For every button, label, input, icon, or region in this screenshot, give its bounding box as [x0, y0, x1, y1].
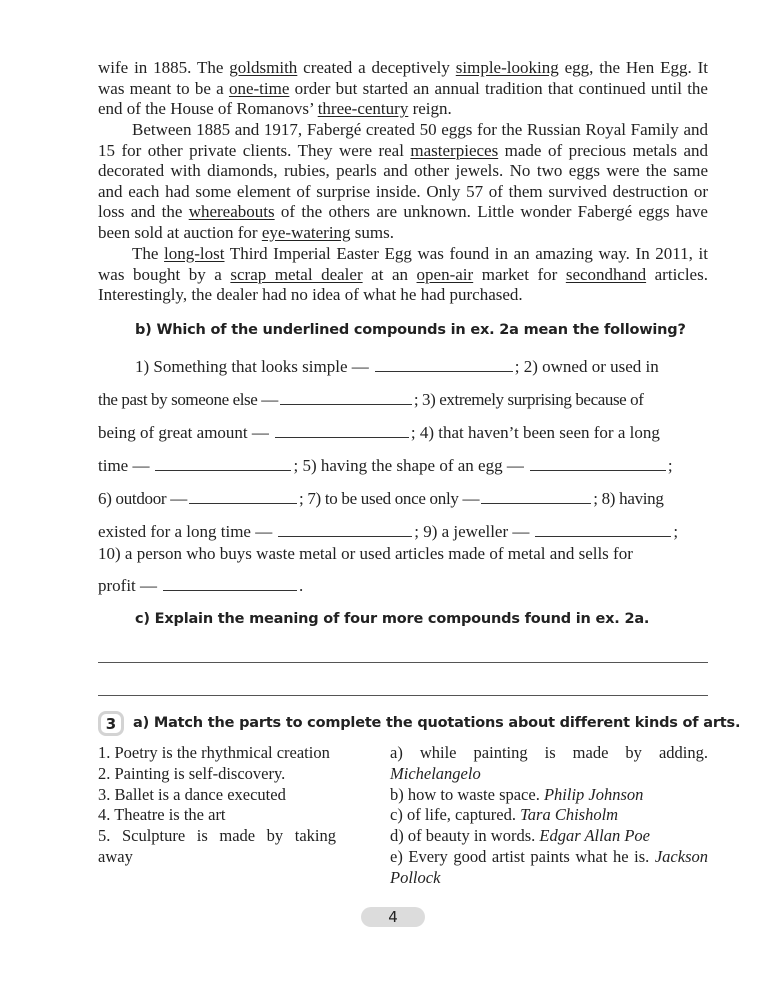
ending-text: e) Every good artist paints what he is.	[390, 846, 650, 866]
quotation-ending	[390, 805, 708, 826]
exercise-b-line-4	[98, 456, 708, 476]
underlined-compound: three-century	[317, 99, 409, 118]
exercise-b-line-1	[98, 357, 708, 377]
text-run: Between 1885 and 1917, Fabergé created 50 eggs for the Russian Royal Family and 15 for other private clients. They were real	[98, 120, 708, 160]
prompt-text: 1) Something that looks simple —	[135, 357, 369, 376]
text-run: sums.	[350, 222, 395, 242]
prompt-text: ; 5) having the shape of an egg —	[293, 456, 524, 475]
text-run: made of precious metals and decorated with diamonds, rubies, pearls and other jewels. No two eggs were the same and each had some element of surprise inside. Only 57 of them survived destruction or loss and the	[98, 140, 708, 221]
underlined-compound: masterpieces	[410, 140, 499, 160]
ending-text: a) while painting is made by adding.	[390, 743, 708, 762]
prompt-text: being of great amount —	[98, 423, 269, 442]
exercise-b-line-2	[98, 390, 708, 410]
text-run: reign.	[408, 99, 452, 118]
reading-paragraph-3	[98, 244, 708, 306]
prompt-text: .	[299, 576, 304, 595]
quotation-beginning: 4. Theatre is the art	[98, 805, 226, 825]
reading-paragraph-2	[98, 120, 708, 243]
text-run: order but started an annual tradition that continued until the end of the House of Romanovs’	[98, 78, 708, 118]
prompt-text: ; 9) a jeweller —	[414, 522, 530, 541]
quotation-beginning: 5. Sculpture is made by taking away	[98, 826, 336, 866]
text-run: wife in 1885. The	[98, 58, 230, 77]
exercise-b-line-5	[98, 489, 708, 509]
ending-text: c) of life, captured.	[390, 805, 516, 825]
quotation-ending	[390, 785, 708, 806]
answer-blank-10[interactable]	[163, 589, 297, 591]
answer-blank-7[interactable]	[481, 502, 591, 504]
page-number: 4	[361, 907, 425, 927]
prompt-text: ;	[667, 456, 673, 475]
text-run: The	[132, 244, 165, 263]
exercise-b-line-7	[98, 544, 708, 564]
answer-blank-3[interactable]	[275, 436, 409, 438]
text-run: egg, the Hen Egg. It was meant to be a	[98, 58, 708, 98]
exercise-b-line-3	[98, 423, 708, 443]
ending-text: b) how to waste space.	[390, 784, 540, 804]
author-name: Michelangelo	[390, 763, 481, 783]
quotation-beginning: 2. Painting is self-discovery.	[98, 763, 286, 783]
exercise-b-line-6	[98, 522, 708, 542]
prompt-text: ; 2) owned or used in	[514, 357, 659, 376]
answer-blank-6[interactable]	[189, 502, 297, 504]
text-run: Third Imperial Easter Egg was found in an amazing way. In 2011, it was bought by a	[98, 244, 708, 284]
author-name: Jackson Pollock	[390, 846, 708, 887]
quotation-beginnings-list	[98, 743, 336, 868]
underlined-compound: long-lost	[164, 244, 225, 263]
prompt-text: profit —	[98, 576, 158, 595]
underlined-compound: simple-looking	[455, 58, 559, 77]
answer-writing-line-1[interactable]	[98, 662, 708, 663]
underlined-compound: open-air	[416, 264, 474, 284]
text-run: articles. Interestingly, the dealer had no idea of what he had purchased.	[98, 264, 708, 304]
answer-blank-4[interactable]	[155, 469, 291, 471]
prompt-text: ; 7) to be used once only —	[298, 489, 480, 508]
answer-blank-1[interactable]	[375, 370, 513, 372]
quotation-endings-list	[390, 743, 708, 889]
prompt-text: 10) a person who buys waste metal or used articles made of metal and sells for	[98, 544, 633, 563]
prompt-text: the past by someone else —	[98, 390, 278, 409]
exercise-b-line-8	[98, 576, 708, 596]
reading-paragraph-1	[98, 58, 708, 120]
prompt-text: ; 8) having	[593, 489, 664, 508]
underlined-compound: secondhand	[565, 264, 647, 284]
quotation-ending	[390, 743, 708, 785]
underlined-compound: eye-watering	[261, 222, 351, 242]
underlined-compound: scrap metal dealer	[230, 264, 363, 284]
quotation-ending	[390, 826, 708, 847]
ending-text: d) of beauty in words.	[390, 826, 536, 846]
author-name: Philip Johnson	[543, 784, 644, 804]
answer-blank-9[interactable]	[535, 535, 671, 537]
prompt-text: ; 3) extremely surprising because of	[413, 390, 644, 409]
answer-writing-line-2[interactable]	[98, 695, 708, 696]
prompt-text: time —	[98, 456, 150, 475]
prompt-text: existed for a long time —	[98, 522, 273, 541]
answer-blank-8[interactable]	[278, 535, 412, 537]
quotation-beginning: 3. Ballet is a dance executed	[98, 784, 286, 804]
exercise-number-badge: 3	[98, 711, 124, 736]
prompt-text: ;	[673, 522, 679, 541]
exercise-c-heading: c) Explain the meaning of four more compounds found in ex. 2a.	[135, 611, 650, 627]
underlined-compound: whereabouts	[188, 202, 275, 221]
exercise-b-heading: b) Which of the underlined compounds in ex. 2a mean the following?	[135, 322, 686, 338]
prompt-text: 6) outdoor —	[98, 489, 187, 508]
text-run: at an	[362, 264, 417, 284]
prompt-text: ; 4) that haven’t been seen for a long	[410, 423, 660, 442]
text-run: of the others are unknown. Little wonder Fabergé eggs have been sold at auction for	[98, 202, 708, 242]
author-name: Edgar Allan Poe	[539, 826, 650, 846]
exercise-3-heading: a) Match the parts to complete the quotations about different kinds of arts.	[133, 715, 741, 731]
answer-blank-2[interactable]	[280, 403, 412, 405]
author-name: Tara Chisholm	[520, 805, 619, 825]
quotation-beginning: 1. Poetry is the rhythmical creation	[98, 743, 330, 762]
underlined-compound: goldsmith	[229, 58, 298, 77]
quotation-ending	[390, 847, 708, 889]
answer-blank-5[interactable]	[530, 469, 666, 471]
underlined-compound: one-time	[228, 78, 290, 98]
text-run: market for	[473, 264, 566, 284]
text-run: created a deceptively	[297, 58, 456, 77]
